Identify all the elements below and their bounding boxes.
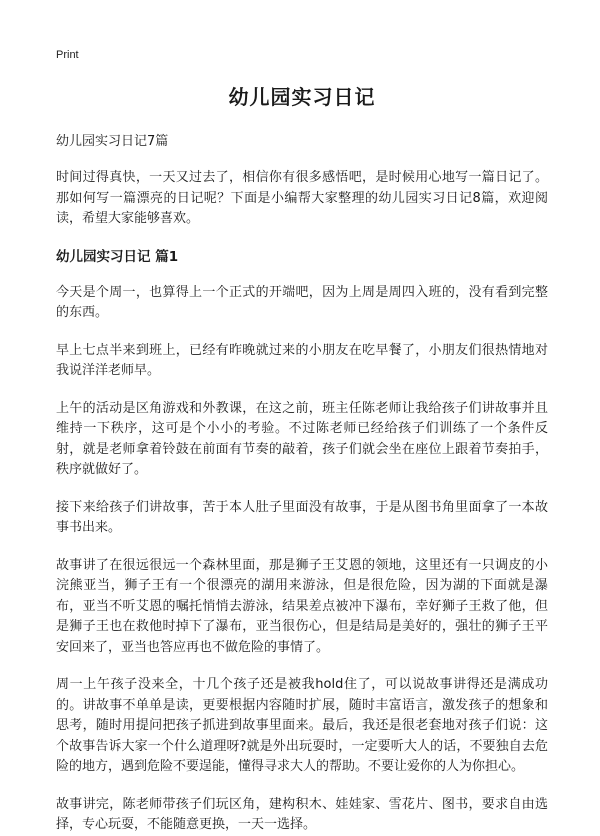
body-paragraph: 故事讲了在很远很远一个森林里面，那是狮子王艾恩的领地，这里还有一只调皮的小浣熊亚当，狮子王有一个很漂亮的湖用来游泳，但是很危险，因为湖的下面就是瀑布，亚当不听艾恩的嘱托悄悄去游泳，结果差点被冲下瀑布，幸好狮子王救了他，但是狮子王也在救他时掉下了瀑布，亚当很伤心，但是结局是美好的，强壮的狮子王平安回来了，亚当也答应再也不做危险的事情了。 — [56, 557, 548, 655]
body-paragraph: 今天是个周一，也算得上一个正式的开端吧，因为上周是周四入班的，没有看到完整的东西。 — [56, 284, 548, 320]
body-paragraph: 上午的活动是区角游戏和外教课，在这之前，班主任陈老师让我给孩子们讲故事并且维持一下秩序，这可是个小小的考验。不过陈老师已经给孩子们训练了一个条件反射，就是老师拿着铃鼓在前面有节奏的敲着，孩子们就会坐在座位上跟着节奏拍手，秩序就做好了。 — [56, 400, 548, 477]
intro-paragraph: 时间过得真快，一天又过去了，相信你有很多感悟吧，是时候用心地写一篇日记了。那如何写一篇漂亮的日记呢？下面是小编帮大家整理的幼儿园实习日记8篇，欢迎阅读，希望大家能够喜欢。 — [56, 170, 548, 226]
body-paragraph: 接下来给孩子们讲故事，苦于本人肚子里面没有故事，于是从图书角里面拿了一本故事书出来。 — [56, 499, 548, 535]
print-link[interactable]: Print — [56, 49, 79, 61]
document-title: 幼儿园实习日记 — [228, 85, 376, 109]
body-paragraph: 早上七点半来到班上，已经有昨晚就过来的小朋友在吃早餐了，小朋友们很热情地对我说洋洋老师早。 — [56, 342, 548, 378]
body-paragraph: 周一上午孩子没来全，十几个孩子还是被我hold住了，可以说故事讲得还是满成功的。讲故事不单单是读，更要根据内容随时扩展，随时丰富语言，激发孩子的想象和思考，随时用提问把孩子抓进到故事里面来。最后，我还是很老套地对孩子们说：这个故事告诉大家一个什么道理呀?就是外出玩耍时，一定要听大人的话，不要独自去危险的地方，遇到危险不要逞能，懂得寻求大人的帮助。不要让爱你的人为你担心。 — [56, 677, 548, 774]
document-subtitle: 幼儿园实习日记7篇 — [56, 134, 169, 149]
section-heading: 幼儿园实习日记 篇1 — [56, 248, 179, 265]
body-paragraph: 故事讲完，陈老师带孩子们玩区角，建构积木、娃娃家、雪花片、图书，要求自由选择，专心玩耍，不能随意更换，一天一选择。 — [56, 796, 548, 832]
